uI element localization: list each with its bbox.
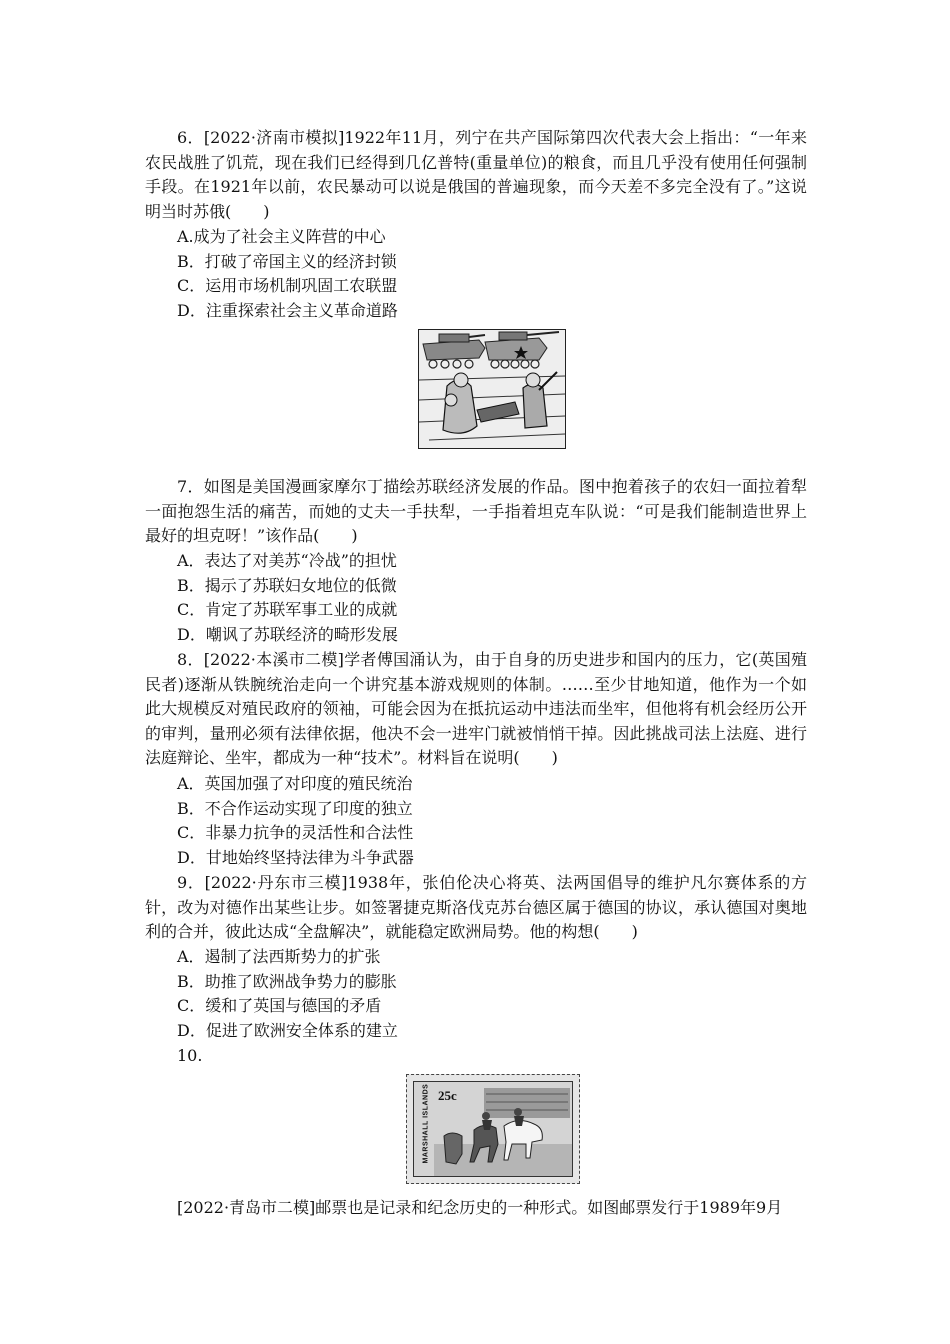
q6-option-b: B．打破了帝国主义的经济封锁 [177,252,397,271]
q10-stem: [2022·青岛市二模]邮票也是记录和纪念历史的一种形式。如图邮票发行于1989年9月 [177,1198,783,1217]
q6-option-c: C．运用市场机制巩固工农联盟 [177,276,398,295]
q7-option-a: A．表达了对美苏“冷战”的担忧 [177,551,397,570]
cavalry-scene-drawing [434,1082,572,1176]
marshall-islands-stamp-image [406,1074,580,1184]
q6-stem: 6．[2022·济南市模拟]1922年11月，列宁在共产国际第四次代表大会上指出：“一年来农民战胜了饥荒，现在我们已经得到几亿普特(重量单位)的粮食，而且几乎没有使用任何强制手段。在1921年以前，农民暴动可以说是俄国的普遍现象，而今天差不多完全没有了。”这说明当时苏俄( ) [145,128,807,221]
stamp-country-label: MARSHALL ISLANDS [422,1083,430,1164]
q9-stem: 9．[2022·丹东市三模]1938年，张伯伦决心将英、法两国倡导的维护凡尔赛体系的方针，改为对德作出某些让步。如签署捷克斯洛伐克苏台德区属于德国的协议，承认德国对奥地利的合并，彼此达成“全盘解决”，就能稳定欧洲局势。他的构想( ) [145,873,807,942]
q8-option-a: A．英国加强了对印度的殖民统治 [177,774,413,793]
q9-option-b: B．助推了欧洲战争势力的膨胀 [177,972,397,991]
q7-option-c: C．肯定了苏联军事工业的成就 [177,600,398,619]
q8-option-d: D．甘地始终坚持法律为斗争武器 [177,848,414,867]
q9-option-d: D．促进了欧洲安全体系的建立 [177,1021,398,1040]
q9-option-c: C．缓和了英国与德国的矛盾 [177,996,382,1015]
q8-option-b: B．不合作运动实现了印度的独立 [177,799,413,818]
q7-option-b: B．揭示了苏联妇女地位的低微 [177,576,397,595]
q7-option-d: D．嘲讽了苏联经济的畸形发展 [177,625,398,644]
q7-stem: 7．如图是美国漫画家摩尔丁描绘苏联经济发展的作品。图中抱着孩子的农妇一面拉着犁一面抱怨生活的痛苦，而她的丈夫一手扶犁，一手指着坦克车队说：“可是我们能制造世界上最好的坦克呀！”该作品( ) [145,477,807,546]
q9-option-a: A．遏制了法西斯势力的扩张 [177,947,381,966]
cartoon-drawing [419,330,565,448]
q6-option-d: D．注重探索社会主义革命道路 [177,301,398,320]
q8-option-c: C．非暴力抗争的灵活性和合法性 [177,823,414,842]
soviet-cartoon-image [418,329,566,449]
stamp-value-label: 25c [438,1088,457,1103]
q10-number: 10. [177,1046,203,1065]
q6-option-a: A.成为了社会主义阵营的中心 [177,227,386,246]
q8-stem: 8．[2022·本溪市二模]学者傅国涌认为，由于自身的历史进步和国内的压力，它(英国殖民者)逐渐从铁腕统治走向一个讲究基本游戏规则的体制。……至少甘地知道，他作为一个如此大规模反对殖民政府的领袖，可能会因为在抵抗运动中违法而坐牢，但他将有机会经历公开的审判，量刑必须有法律依据，他决不会一进牢门就被悄悄干掉。因此挑战司法上法庭、进行法庭辩论、坐牢，都成为一种“技术”。材料旨在说明( ) [145,650,807,768]
stamp-frame [413,1081,573,1177]
